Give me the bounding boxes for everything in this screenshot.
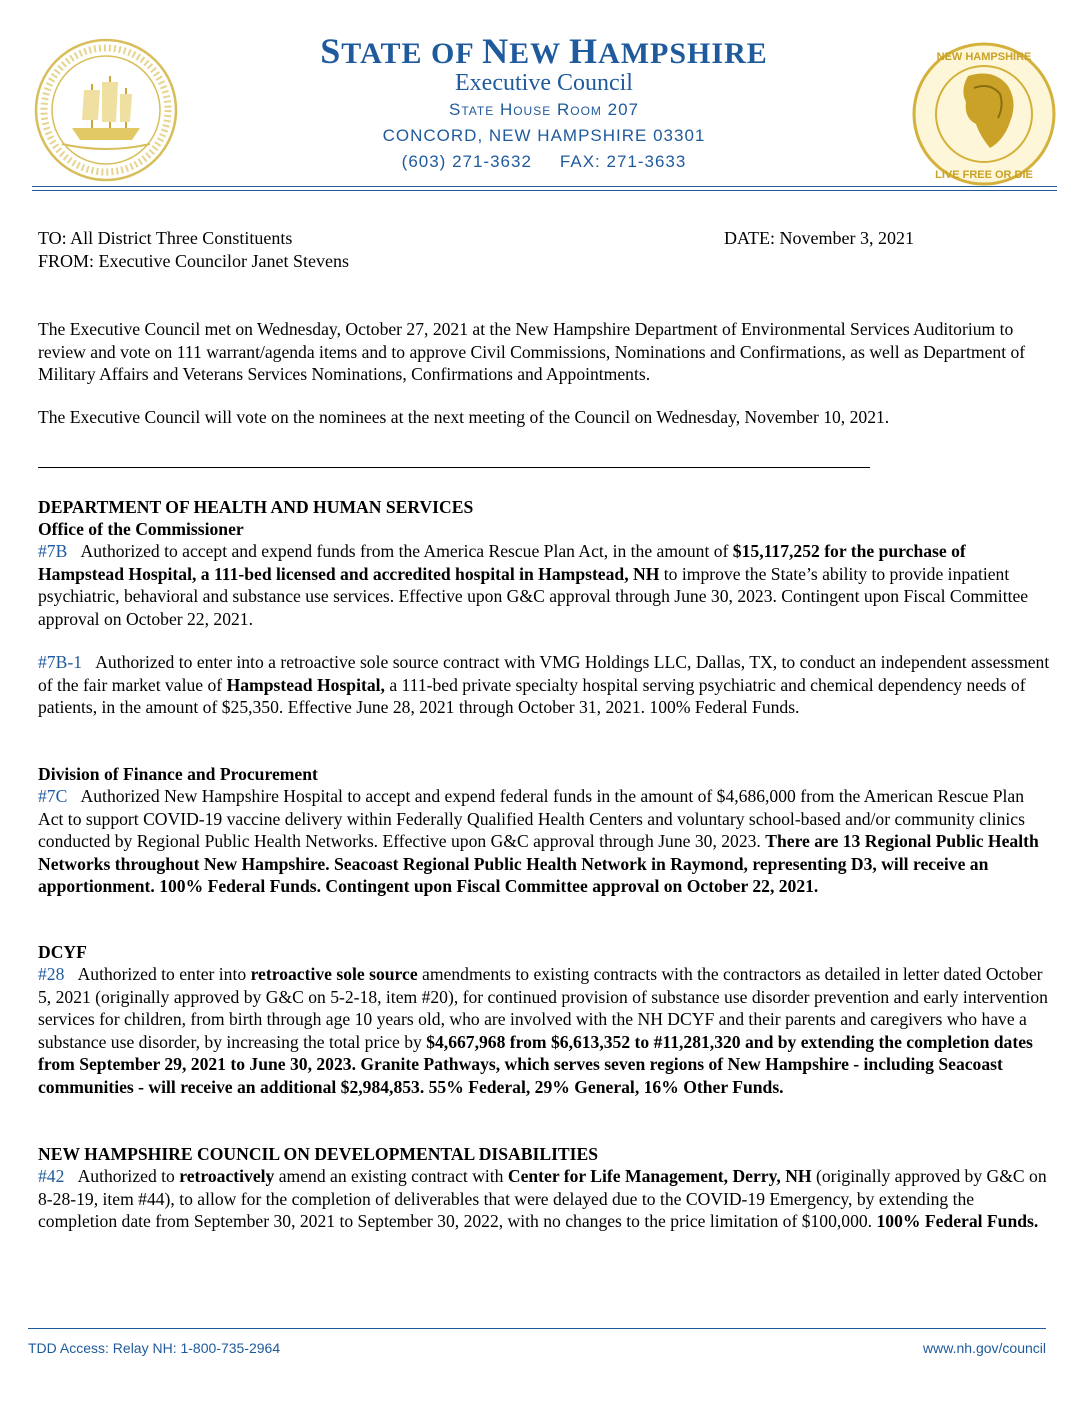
svg-text:NEW HAMPSHIRE: NEW HAMPSHIRE (936, 51, 1032, 63)
letterhead-state-name: STATE OF NEW HAMPSHIRE (320, 31, 768, 71)
section-title-dhhs: DEPARTMENT OF HEALTH AND HUMAN SERVICES (38, 497, 474, 517)
memo-date: DATE: November 3, 2021 (724, 228, 914, 248)
section-title-nhcdd: NEW HAMPSHIRE COUNCIL ON DEVELOPMENTAL DISABILITIES (38, 1144, 599, 1164)
memo-from: FROM: Executive Councilor Janet Stevens (38, 251, 349, 271)
section-divider (38, 467, 870, 468)
item-7b: #7B Authorized to accept and expend funds from the America Rescue Plan Act, in the amount of $15,117,252 for the purchase of Hampstead Hospital, a 111-bed licensed and accredited hospital in Hampstead, NH to improve the State’s ability to provide inpatient psychiatric, behavioral and substance use services. Effective upon G&C approval through June 30, 2023. Contingent upon Fiscal Committee approval on October 22, 2021. (38, 541, 1029, 629)
item-7b-1: #7B-1 Authorized to enter into a retroactive sole source contract with VMG Holdings LLC, Dallas, TX, to conduct an independent assessment of the fair market value of Hampstead Hospital, a 111-bed private specialty hospital serving psychiatric and chemical dependency needs of patients, in the amount of $25,350. Effective June 28, 2021 through October 31, 2021. 100% Federal Funds. (38, 652, 1050, 717)
letterhead-room: State House Room 207 (449, 100, 639, 119)
footer-website: www.nh.gov/council (923, 1340, 1046, 1356)
letterhead-rule-bottom (32, 190, 1057, 191)
letterhead-city: CONCORD, NEW HAMPSHIRE 03301 (382, 126, 706, 145)
item-number-7b-1: #7B-1 (38, 652, 82, 672)
memo-to: TO: All District Three Constituents (38, 228, 293, 248)
letterhead-council: Executive Council (455, 70, 633, 96)
subsection-title-finance: Division of Finance and Procurement (38, 764, 318, 784)
item-42: #42 Authorized to retroactively amend an existing contract with Center for Life Management, Derry, NH (originally approved by G&C on 8-28-19, item #44), to allow for the completion of deliverables that were delayed due to the COVID-19 Emergency, by extending the completion date from September 30, 2021 to September 30, 2022, with no changes to the price limitation of $100,000. 100% Federal Funds. (38, 1166, 1047, 1231)
item-7c: #7C Authorized New Hampshire Hospital to accept and expend federal funds in the amount of $4,686,000 from the American Rescue Plan Act to support COVID-19 vaccine delivery within Federally Qualified Health Centers and voluntary school-based and/or community clinics conducted by Regional Public Health Networks. Effective upon G&C approval through June 30, 2023. There are 13 Regional Public Health Networks throughout New Hampshire. Seacoast Regional Public Health Network in Raymond, representing D3, will receive an apportionment. 100% Federal Funds. Contingent upon Fiscal Committee approval on October 22, 2021. (38, 786, 1039, 896)
footer-tdd-access: TDD Access: Relay NH: 1-800-735-2964 (28, 1340, 281, 1356)
svg-text:LIVE FREE OR DIE: LIVE FREE OR DIE (935, 169, 1033, 181)
phone-number: (603) 271-3632 (401, 152, 532, 171)
item-number-28: #28 (38, 964, 65, 984)
footer-rule (28, 1328, 1046, 1329)
letterhead-phone-fax (0, 152, 1088, 172)
item-number-7c: #7C (38, 786, 68, 806)
item-number-7b: #7B (38, 541, 68, 561)
item-number-42: #42 (38, 1166, 65, 1186)
letterhead-rule-top (32, 186, 1057, 187)
section-title-dcyf: DCYF (38, 942, 87, 962)
item-28: #28 Authorized to enter into retroactive sole source amendments to existing contracts with the contractors as detailed in letter dated October 5, 2021 (originally approved by G&C on 5-2-18, item #20), for continued provision of substance use disorder prevention and early intervention services for children, from birth through age 10 years old, who are involved with the NH DCYF and their parents and caregivers who have a substance use disorder, by increasing the total price by $4,667,968 from $6,613,352 to #11,281,320 and by extending the completion dates from September 29, 2021 to June 30, 2023. Granite Pathways, which serves seven regions of New Hampshire - including Seacoast communities - will receive an additional $2,984,853. 55% Federal, 29% General, 16% Other Funds. (38, 964, 1048, 1097)
intro-paragraph: The Executive Council met on Wednesday, October 27, 2021 at the New Hampshire Department of Environmental Services Auditorium to review and vote on 111 warrant/agenda items and to approve Civil Commissions, Nominations and Confirmations, as well as Department of Military Affairs and Veterans Services Nominations, Confirmations and Appointments. (38, 319, 1026, 384)
next-meeting-paragraph: The Executive Council will vote on the nominees at the next meeting of the Council on Wednesday, November 10, 2021. (38, 407, 890, 427)
subsection-title-commissioner: Office of the Commissioner (38, 519, 244, 539)
fax-number: FAX: 271-3633 (559, 152, 687, 171)
